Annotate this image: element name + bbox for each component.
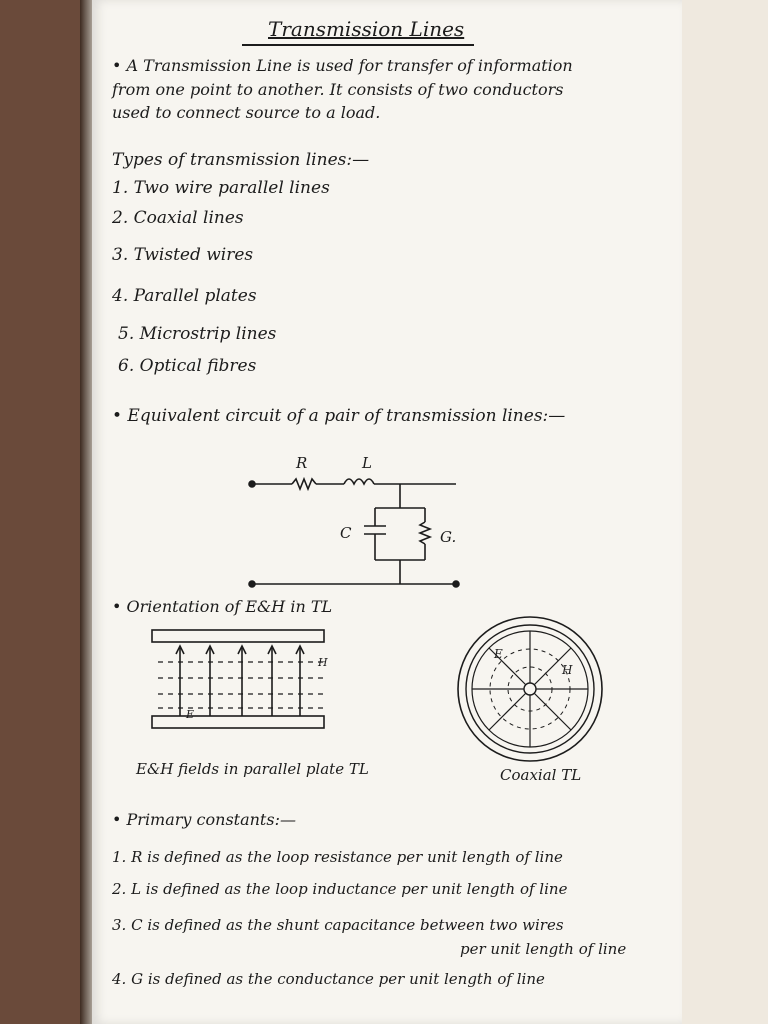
primary-constant-4: 4. G is defined as the conductance per unit length of line	[112, 970, 545, 988]
primary-constant-1: 1. R is defined as the loop resistance per unit length of line	[112, 848, 563, 866]
capacitor-label: C	[340, 524, 352, 542]
types-item-3: 3. Twisted wires	[112, 245, 254, 265]
primary-constant-3: 3. C is defined as the shunt capacitance between two wires	[112, 916, 564, 934]
primary-constants-heading: • Primary constants:—	[112, 810, 296, 829]
equivalent-circuit-diagram	[240, 450, 470, 595]
primary-constant-3-cont: per unit length of line	[460, 940, 627, 958]
resistor-symbol	[292, 479, 316, 489]
types-item-5: 5. Microstrip lines	[118, 324, 277, 344]
terminal-bottom-right	[453, 581, 459, 587]
magnetic-field-lines	[158, 662, 324, 708]
intro-line-2: from one point to another. It consists of two conductors	[112, 80, 564, 99]
parallel-plate-h-label: H	[318, 656, 328, 669]
coaxial-diagram	[452, 614, 608, 764]
bottom-plate	[152, 716, 324, 728]
coaxial-e-label: E	[494, 647, 503, 661]
coaxial-caption: Coaxial TL	[500, 766, 582, 784]
intro-line-1	[112, 56, 573, 75]
inductor-label: L	[362, 454, 372, 472]
intro-line-3: used to connect source to a load.	[112, 103, 381, 122]
orientation-heading: • Orientation of E&H in TL	[112, 597, 333, 616]
resistor-label: R	[296, 454, 308, 472]
radial-e-field-lines	[472, 631, 588, 747]
types-item-4: 4. Parallel plates	[112, 286, 257, 306]
page-title: Transmission Lines	[268, 17, 465, 41]
conductance-label: G.	[440, 528, 457, 546]
primary-constant-2: 2. L is defined as the loop inductance per unit length of line	[112, 880, 568, 898]
types-item-1: 1. Two wire parallel lines	[112, 178, 330, 198]
equivalent-circuit-heading: • Equivalent circuit of a pair of transmission lines:—	[112, 406, 566, 426]
electric-field-lines	[176, 646, 304, 716]
notebook-page-margin	[682, 0, 768, 1024]
inductor-symbol	[344, 479, 374, 484]
types-item-6: 6. Optical fibres	[118, 356, 257, 376]
conductance-symbol	[420, 522, 430, 544]
intro-text-1: A Transmission Line is used for transfer of information	[126, 56, 573, 75]
types-heading: Types of transmission lines:—	[112, 150, 370, 170]
title-underline	[242, 44, 474, 46]
parallel-plate-caption: E&H fields in parallel plate TL	[136, 760, 369, 778]
types-item-2: 2. Coaxial lines	[112, 208, 244, 228]
parallel-plate-diagram	[148, 626, 338, 736]
terminal-bottom-left	[249, 581, 255, 587]
top-plate	[152, 630, 324, 642]
coaxial-h-label: H	[562, 663, 573, 677]
intro-bullet: •	[112, 56, 122, 75]
parallel-plate-e-label: E	[186, 708, 195, 721]
